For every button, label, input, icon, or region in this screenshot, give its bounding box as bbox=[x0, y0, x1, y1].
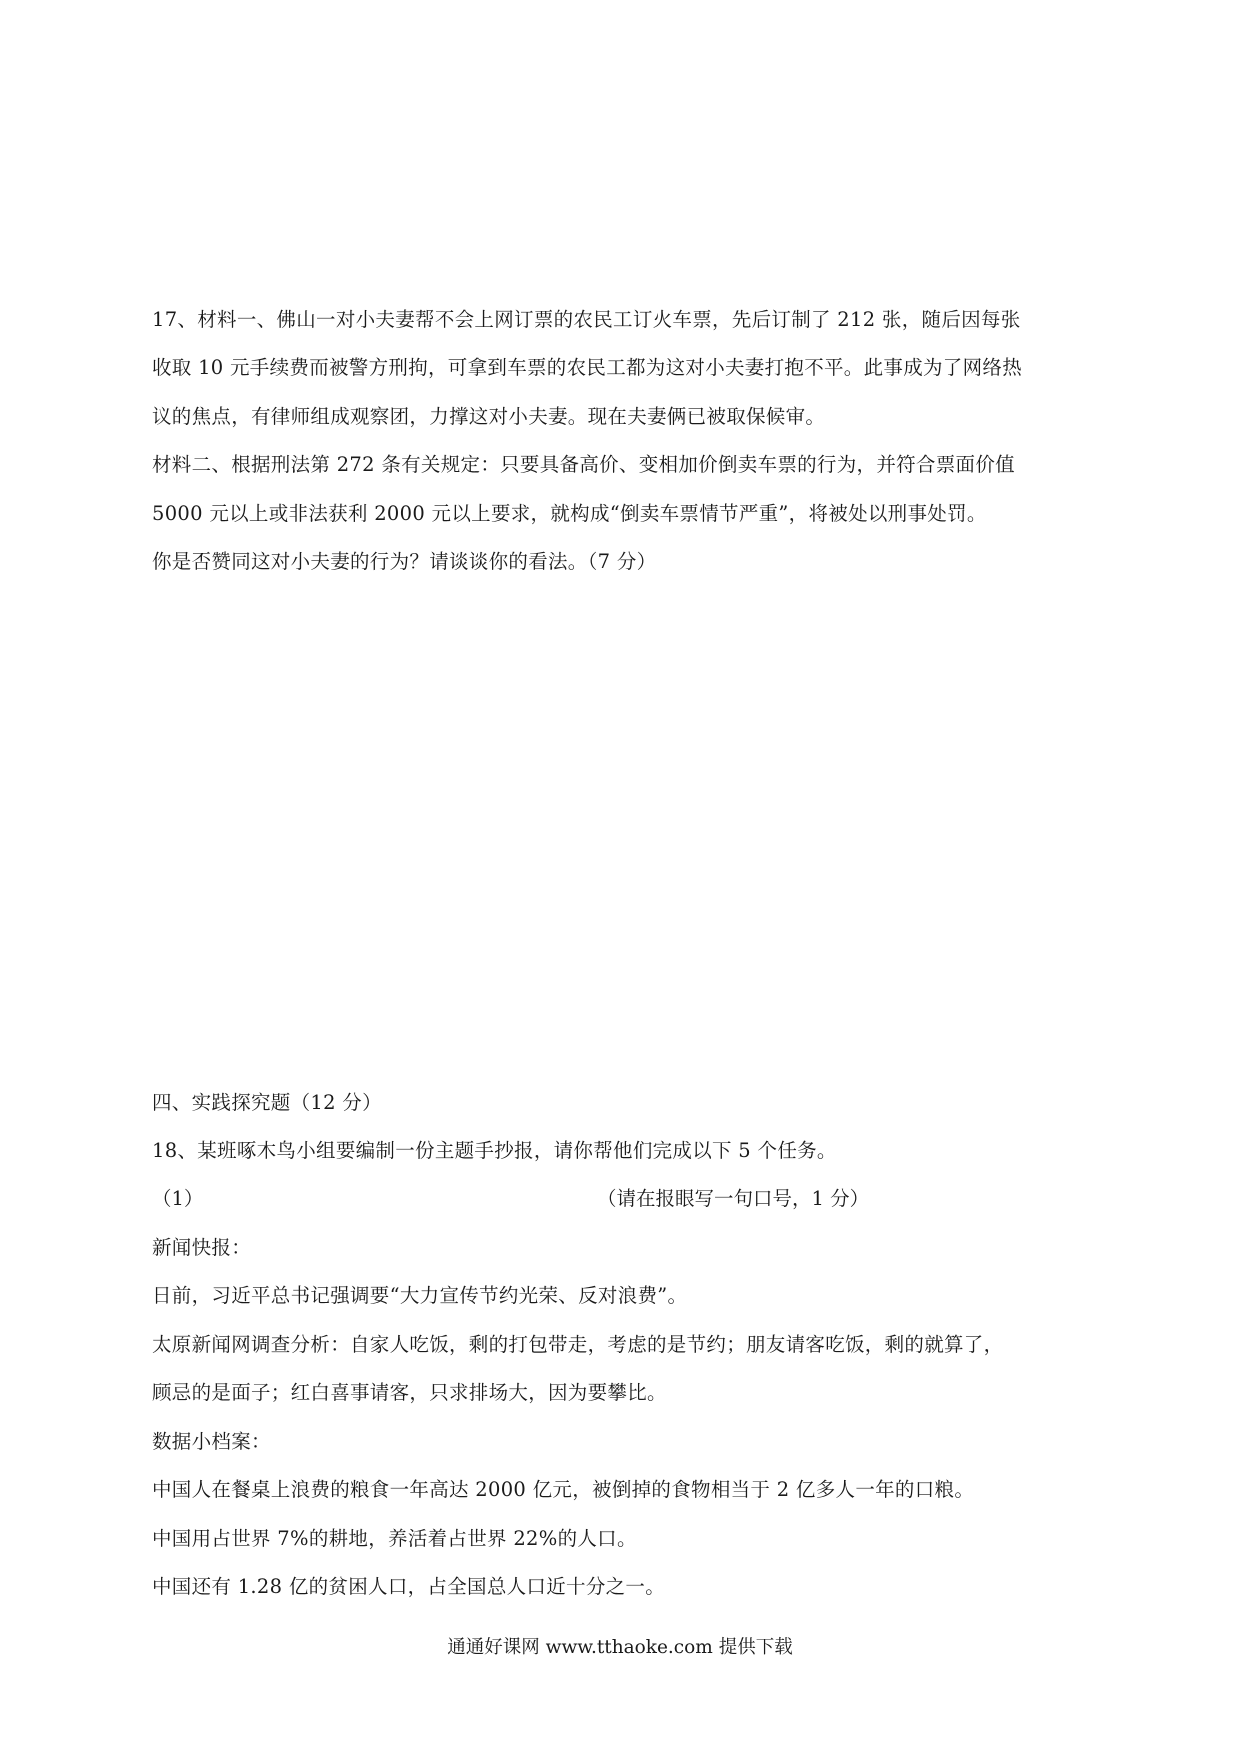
news-line-2: 太原新闻网调查分析：自家人吃饭，剩的打包带走，考虑的是节约；朋友请客吃饭，剩的就算了， bbox=[152, 1333, 1004, 1356]
news-line-1: 日前，习近平总书记强调要“大力宣传节约光荣、反对浪费”。 bbox=[152, 1284, 688, 1307]
page-footer: 通通好课网 www.tthaoke.com 提供下载 bbox=[447, 1637, 793, 1658]
q18-part1-label: （1） bbox=[152, 1187, 204, 1210]
section-heading: 四、实践探究题（12 分） bbox=[152, 1091, 382, 1114]
q17-line-2: 收取 10 元手续费而被警方刑拘，可拿到车票的农民工都为这对小夫妻打抱不平。此事成为了网络热 bbox=[152, 356, 1023, 379]
data-line-3: 中国还有 1.28 亿的贫困人口，占全国总人口近十分之一。 bbox=[152, 1575, 666, 1598]
data-line-2: 中国用占世界 7%的耕地，养活着占世界 22%的人口。 bbox=[152, 1527, 637, 1550]
q17-line-1: 17、材料一、佛山一对小夫妻帮不会上网订票的农民工订火车票，先后订制了 212 张，随后因每张 bbox=[152, 308, 1021, 331]
q17-line-5: 5000 元以上或非法获利 2000 元以上要求，就构成“倒卖车票情节严重”，将被处以刑事处罚。 bbox=[152, 502, 987, 525]
q17-line-6: 你是否赞同这对小夫妻的行为？请谈谈你的看法。（7 分） bbox=[152, 550, 657, 573]
q17-line-4: 材料二、根据刑法第 272 条有关规定：只要具备高价、变相加价倒卖车票的行为，并符合票面价值 bbox=[152, 453, 1015, 476]
data-heading: 数据小档案： bbox=[152, 1430, 271, 1453]
data-line-1: 中国人在餐桌上浪费的粮食一年高达 2000 亿元，被倒掉的食物相当于 2 亿多人一年的口粮。 bbox=[152, 1478, 975, 1501]
q18-intro: 18、某班啄木鸟小组要编制一份主题手抄报，请你帮他们完成以下 5 个任务。 bbox=[152, 1139, 837, 1162]
q18-part1-note: （请在报眼写一句口号，1 分） bbox=[597, 1187, 870, 1210]
q17-line-3: 议的焦点，有律师组成观察团，力撑这对小夫妻。现在夫妻俩已被取保候审。 bbox=[152, 405, 826, 428]
news-line-3: 顾忌的是面子；红白喜事请客，只求排场大，因为要攀比。 bbox=[152, 1381, 667, 1404]
news-heading: 新闻快报： bbox=[152, 1236, 252, 1259]
